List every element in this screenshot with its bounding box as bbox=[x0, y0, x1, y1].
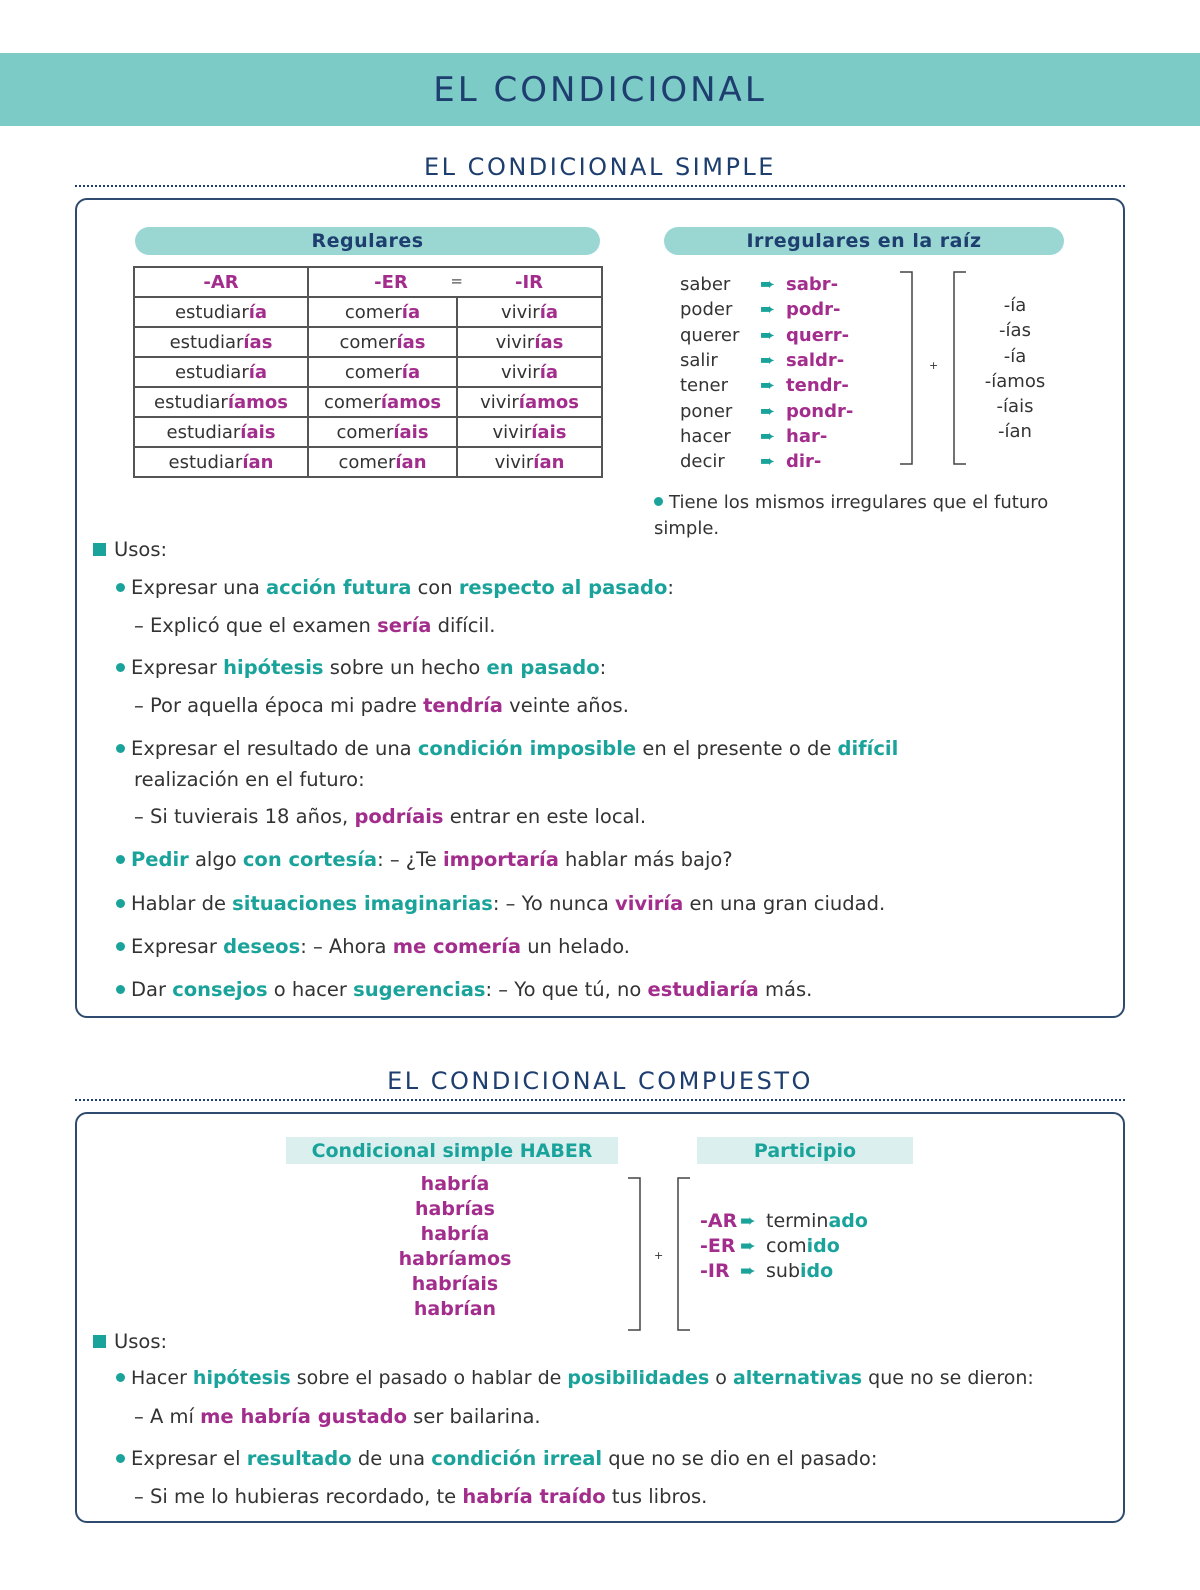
ending: -íamos bbox=[984, 370, 1046, 392]
endings-list bbox=[960, 293, 1070, 445]
bullet-dot bbox=[116, 1454, 125, 1463]
equals-sign: = bbox=[450, 271, 463, 290]
text-segment: Expresar bbox=[131, 656, 224, 679]
table-row bbox=[134, 357, 602, 387]
uso-line bbox=[116, 576, 674, 599]
infinitive: saber bbox=[680, 274, 731, 296]
highlight-segment: habría traído bbox=[462, 1485, 606, 1508]
highlight-segment: sería bbox=[377, 614, 432, 637]
highlight-segment: ido bbox=[800, 1259, 834, 1282]
text-segment: Expresar una bbox=[131, 576, 267, 599]
arrow-icon: ➨ bbox=[760, 299, 776, 321]
highlight-segment: consejos bbox=[172, 978, 268, 1001]
table-cell bbox=[134, 417, 308, 447]
text-segment: que no se dio en el pasado: bbox=[602, 1447, 878, 1470]
highlight-segment: con cortesía bbox=[242, 848, 378, 871]
arrow-icon: ➨ bbox=[760, 425, 776, 447]
pill-irregulares: Irregulares en la raíz bbox=[664, 227, 1064, 255]
text-segment: realización en el futuro: bbox=[134, 768, 365, 791]
highlight-segment: resultado bbox=[246, 1447, 352, 1470]
highlight-segment: deseos bbox=[223, 935, 301, 958]
text-segment: sobre un hecho bbox=[323, 656, 487, 679]
uso-line bbox=[116, 848, 733, 871]
uso-line bbox=[116, 892, 885, 915]
table-row bbox=[134, 297, 602, 327]
bullet-dot bbox=[116, 1373, 125, 1382]
table-cell bbox=[134, 357, 308, 387]
text-segment: : – Ahora bbox=[300, 935, 393, 958]
verb-ending: ía bbox=[401, 361, 421, 383]
irregular-stems-list bbox=[680, 272, 853, 474]
verb-suffix: -AR bbox=[700, 1209, 738, 1232]
text-segment: Dar bbox=[131, 978, 173, 1001]
verb-ending: ían bbox=[533, 451, 565, 473]
verb-stem: comer bbox=[344, 301, 402, 323]
irregular-stem: saldr- bbox=[786, 350, 845, 372]
arrow-icon: ➨ bbox=[760, 350, 776, 372]
text-segment: Expresar bbox=[131, 935, 224, 958]
highlight-segment: en pasado bbox=[486, 656, 600, 679]
verb-ending: ía bbox=[248, 361, 268, 383]
participle-word bbox=[766, 1235, 840, 1257]
text-segment: o hacer bbox=[267, 978, 354, 1001]
table-cell bbox=[457, 447, 602, 477]
verb-ending: íais bbox=[240, 421, 276, 443]
uso-line bbox=[116, 656, 606, 679]
irregular-row bbox=[680, 272, 853, 297]
table-cell bbox=[134, 387, 308, 417]
irregular-stem: sabr- bbox=[786, 274, 839, 296]
text-segment: Expresar el resultado de una bbox=[131, 737, 418, 760]
text-segment: un helado. bbox=[521, 935, 631, 958]
text-segment: com bbox=[766, 1234, 807, 1257]
text-segment: con bbox=[411, 576, 459, 599]
arrow-icon: ➨ bbox=[740, 1234, 756, 1257]
highlight-segment: viviría bbox=[615, 892, 684, 915]
uso-line bbox=[116, 978, 812, 1001]
table-cell bbox=[308, 297, 457, 327]
verb-stem: comer bbox=[336, 421, 394, 443]
irregular-stem: querr- bbox=[786, 324, 850, 346]
text-segment: en el presente o de bbox=[636, 737, 838, 760]
bullet-dot bbox=[116, 942, 125, 951]
square-bullet bbox=[93, 543, 106, 556]
verb-ending: ías bbox=[396, 331, 426, 353]
plus-sign-compuesto: + bbox=[654, 1249, 664, 1262]
verb-ending: íais bbox=[531, 421, 567, 443]
irregular-stem: tendr- bbox=[786, 375, 849, 397]
irregular-row bbox=[680, 348, 853, 373]
highlight-segment: me habría gustado bbox=[200, 1405, 407, 1428]
participio-row bbox=[700, 1208, 868, 1233]
table-cell bbox=[457, 327, 602, 357]
text-segment: entrar en este local. bbox=[443, 805, 647, 828]
highlight-segment: Pedir bbox=[131, 848, 189, 871]
text-segment: : – Yo que tú, no bbox=[485, 978, 648, 1001]
verb-stem: comer bbox=[338, 451, 396, 473]
haber-form: habríais bbox=[411, 1273, 499, 1295]
irregular-row bbox=[680, 424, 853, 449]
table-row bbox=[134, 447, 602, 477]
highlight-segment: hipótesis bbox=[223, 656, 324, 679]
verb-stem: vivir bbox=[494, 451, 534, 473]
section-title-simple: EL CONDICIONAL SIMPLE bbox=[75, 153, 1125, 187]
bullet-dot bbox=[116, 855, 125, 864]
pill-regulares: Regulares bbox=[135, 227, 600, 255]
table-cell bbox=[308, 387, 457, 417]
verb-ending: ían bbox=[242, 451, 274, 473]
table-cell bbox=[308, 357, 457, 387]
verb-stem: estudiar bbox=[174, 361, 249, 383]
uso-line bbox=[134, 694, 629, 717]
ending: -ías bbox=[999, 320, 1031, 342]
arrow-icon: ➨ bbox=[760, 324, 776, 346]
highlight-segment: alternativas bbox=[732, 1367, 863, 1389]
verb-stem: estudiar bbox=[168, 451, 243, 473]
verb-ending: ías bbox=[243, 331, 273, 353]
pill-participio: Participio bbox=[697, 1137, 913, 1164]
infinitive: tener bbox=[680, 375, 729, 397]
infinitive: salir bbox=[680, 350, 718, 372]
text-segment: que no se dieron: bbox=[862, 1367, 1034, 1389]
table-cell bbox=[308, 327, 457, 357]
haber-forms-list bbox=[360, 1172, 550, 1322]
table-cell bbox=[457, 297, 602, 327]
verb-ending: ía bbox=[248, 301, 268, 323]
irregular-row bbox=[680, 323, 853, 348]
page-title: EL CONDICIONAL bbox=[433, 69, 767, 110]
ending: -ían bbox=[998, 421, 1032, 443]
arrow-icon: ➨ bbox=[740, 1209, 756, 1232]
verb-stem: vivir bbox=[500, 361, 540, 383]
irregular-stem: har- bbox=[786, 425, 828, 447]
bullet-dot bbox=[116, 899, 125, 908]
text-segment: : – ¿Te bbox=[377, 848, 443, 871]
text-segment: – A mí bbox=[134, 1405, 201, 1428]
table-cell bbox=[308, 447, 457, 477]
text-segment: – Si tuvierais 18 años, bbox=[134, 805, 355, 828]
text-segment: – Si me lo hubieras recordado, te bbox=[134, 1485, 463, 1508]
uso-line bbox=[116, 1367, 1034, 1389]
header-ar: -AR bbox=[134, 267, 308, 297]
irregular-row bbox=[680, 297, 853, 322]
uso-line bbox=[134, 614, 495, 637]
uso-line bbox=[116, 1447, 877, 1470]
verb-ending: ía bbox=[539, 301, 559, 323]
pill-haber: Condicional simple HABER bbox=[286, 1137, 618, 1164]
irregular-stem: dir- bbox=[786, 451, 822, 473]
verb-ending: ías bbox=[534, 331, 564, 353]
text-segment: Hablar de bbox=[131, 892, 233, 915]
highlight-segment: condición imposible bbox=[417, 737, 637, 760]
usos-label-compuesto: Usos: bbox=[93, 1330, 167, 1353]
table-row bbox=[134, 417, 602, 447]
haber-form: habrían bbox=[413, 1298, 497, 1320]
usos-label-simple: Usos: bbox=[93, 538, 167, 561]
arrow-icon: ➨ bbox=[760, 400, 776, 422]
table-cell bbox=[457, 387, 602, 417]
verb-stem: comer bbox=[344, 361, 402, 383]
highlight-segment: sugerencias bbox=[353, 978, 486, 1001]
participio-list bbox=[700, 1208, 868, 1283]
bullet-dot bbox=[116, 663, 125, 672]
text-segment: – Explicó que el examen bbox=[134, 614, 378, 637]
plus-sign: + bbox=[929, 359, 939, 372]
section-title-compuesto: EL CONDICIONAL COMPUESTO bbox=[75, 1067, 1125, 1101]
infinitive: poder bbox=[680, 299, 733, 321]
text-segment: tus libros. bbox=[605, 1485, 708, 1508]
right-bracket-irregulares bbox=[898, 270, 918, 466]
text-segment: de una bbox=[351, 1447, 432, 1470]
participio-row bbox=[700, 1258, 868, 1283]
irregular-stem: pondr- bbox=[786, 400, 854, 422]
verb-stem: estudiar bbox=[169, 331, 244, 353]
highlight-segment: situaciones imaginarias bbox=[232, 892, 493, 915]
verb-ending: íamos bbox=[227, 391, 288, 413]
participle-word bbox=[766, 1210, 868, 1232]
text-segment: o bbox=[709, 1367, 733, 1389]
text-segment: termin bbox=[766, 1209, 829, 1232]
infinitive: querer bbox=[680, 324, 740, 346]
text-segment: algo bbox=[188, 848, 243, 871]
bullet-dot bbox=[116, 583, 125, 592]
header-ir: -IR bbox=[457, 267, 602, 297]
participio-row bbox=[700, 1233, 868, 1258]
uso-line bbox=[134, 1405, 541, 1428]
infinitive: decir bbox=[680, 451, 725, 473]
arrow-icon: ➨ bbox=[760, 375, 776, 397]
note-irregulares: Tiene los mismos irregulares que el futuro simple. bbox=[654, 492, 1049, 539]
table-cell bbox=[308, 417, 457, 447]
text-segment: : bbox=[599, 656, 607, 679]
text-segment: hablar más bajo? bbox=[558, 848, 733, 871]
arrow-icon: ➨ bbox=[760, 451, 776, 473]
bullet-dot bbox=[116, 985, 125, 994]
verb-stem: estudiar bbox=[166, 421, 241, 443]
highlight-segment: difícil bbox=[837, 737, 899, 760]
highlight-segment: podríais bbox=[354, 805, 444, 828]
regular-conjugation-table bbox=[133, 266, 603, 478]
table-cell bbox=[457, 417, 602, 447]
verb-stem: comer bbox=[323, 391, 381, 413]
uso-line bbox=[134, 1485, 707, 1508]
uso-line bbox=[116, 737, 898, 760]
header-er: -ER = bbox=[308, 267, 457, 297]
verb-stem: estudiar bbox=[174, 301, 249, 323]
header-banner bbox=[0, 53, 1200, 126]
text-segment: más. bbox=[758, 978, 813, 1001]
bullet-dot bbox=[654, 497, 663, 506]
table-cell bbox=[134, 297, 308, 327]
highlight-segment: ado bbox=[828, 1209, 868, 1232]
table-cell bbox=[134, 327, 308, 357]
highlight-segment: condición irreal bbox=[431, 1447, 603, 1470]
irregular-stem: podr- bbox=[786, 299, 841, 321]
verb-ending: íamos bbox=[380, 391, 442, 413]
arrow-icon: ➨ bbox=[760, 274, 776, 296]
ending: -íais bbox=[996, 396, 1034, 418]
haber-form: habría bbox=[420, 1173, 490, 1195]
participle-word bbox=[766, 1260, 833, 1282]
ending: -ía bbox=[1003, 295, 1027, 316]
table-cell bbox=[134, 447, 308, 477]
highlight-segment: tendría bbox=[423, 694, 503, 717]
text-segment: difícil. bbox=[431, 614, 496, 637]
text-segment: sobre el pasado o hablar de bbox=[290, 1367, 568, 1389]
verb-ending: ía bbox=[539, 361, 559, 383]
highlight-segment: importaría bbox=[442, 848, 559, 871]
uso-line bbox=[134, 805, 646, 828]
text-segment: – Por aquella época mi padre bbox=[134, 694, 424, 717]
irregular-row bbox=[680, 449, 853, 474]
haber-form: habrías bbox=[415, 1198, 495, 1220]
text-segment: Expresar el bbox=[131, 1447, 247, 1470]
verb-ending: ían bbox=[395, 451, 427, 473]
verb-stem: comer bbox=[339, 331, 397, 353]
text-segment: : bbox=[667, 576, 674, 599]
uso-line bbox=[134, 768, 365, 791]
table-row bbox=[134, 327, 602, 357]
highlight-segment: posibilidades bbox=[567, 1367, 710, 1389]
irregular-row bbox=[680, 398, 853, 423]
verb-stem: vivir bbox=[492, 421, 532, 443]
left-bracket-participio bbox=[672, 1176, 692, 1332]
verb-stem: vivir bbox=[500, 301, 540, 323]
verb-suffix: -ER bbox=[700, 1234, 736, 1257]
highlight-segment: hipótesis bbox=[192, 1367, 291, 1389]
ending: -ía bbox=[1003, 345, 1027, 367]
haber-form: habría bbox=[420, 1223, 490, 1245]
bullet-dot bbox=[116, 744, 125, 753]
highlight-segment: estudiaría bbox=[647, 978, 759, 1001]
verb-stem: estudiar bbox=[154, 391, 228, 413]
infinitive: hacer bbox=[680, 425, 731, 447]
arrow-icon: ➨ bbox=[740, 1259, 756, 1282]
haber-form: habríamos bbox=[398, 1248, 512, 1270]
right-bracket-haber bbox=[626, 1176, 646, 1332]
uso-line bbox=[116, 935, 630, 958]
text-segment: sub bbox=[766, 1259, 801, 1282]
verb-stem: vivir bbox=[480, 391, 519, 413]
text-segment: : – Yo nunca bbox=[492, 892, 615, 915]
highlight-segment: me comería bbox=[392, 935, 521, 958]
square-bullet bbox=[93, 1335, 106, 1348]
verb-ending: ía bbox=[401, 301, 421, 323]
text-segment: ser bailarina. bbox=[406, 1405, 541, 1428]
irregular-row bbox=[680, 373, 853, 398]
table-row bbox=[134, 387, 602, 417]
text-segment: veinte años. bbox=[502, 694, 629, 717]
text-segment: Hacer bbox=[131, 1367, 193, 1389]
verb-stem: vivir bbox=[495, 331, 535, 353]
verb-ending: íamos bbox=[518, 391, 579, 413]
table-cell bbox=[457, 357, 602, 387]
infinitive: poner bbox=[680, 400, 733, 422]
highlight-segment: ido bbox=[806, 1234, 840, 1257]
verb-suffix: -IR bbox=[700, 1259, 730, 1282]
text-segment: en una gran ciudad. bbox=[683, 892, 886, 915]
highlight-segment: respecto al pasado bbox=[458, 576, 668, 599]
highlight-segment: acción futura bbox=[266, 576, 412, 599]
verb-ending: íais bbox=[393, 421, 429, 443]
